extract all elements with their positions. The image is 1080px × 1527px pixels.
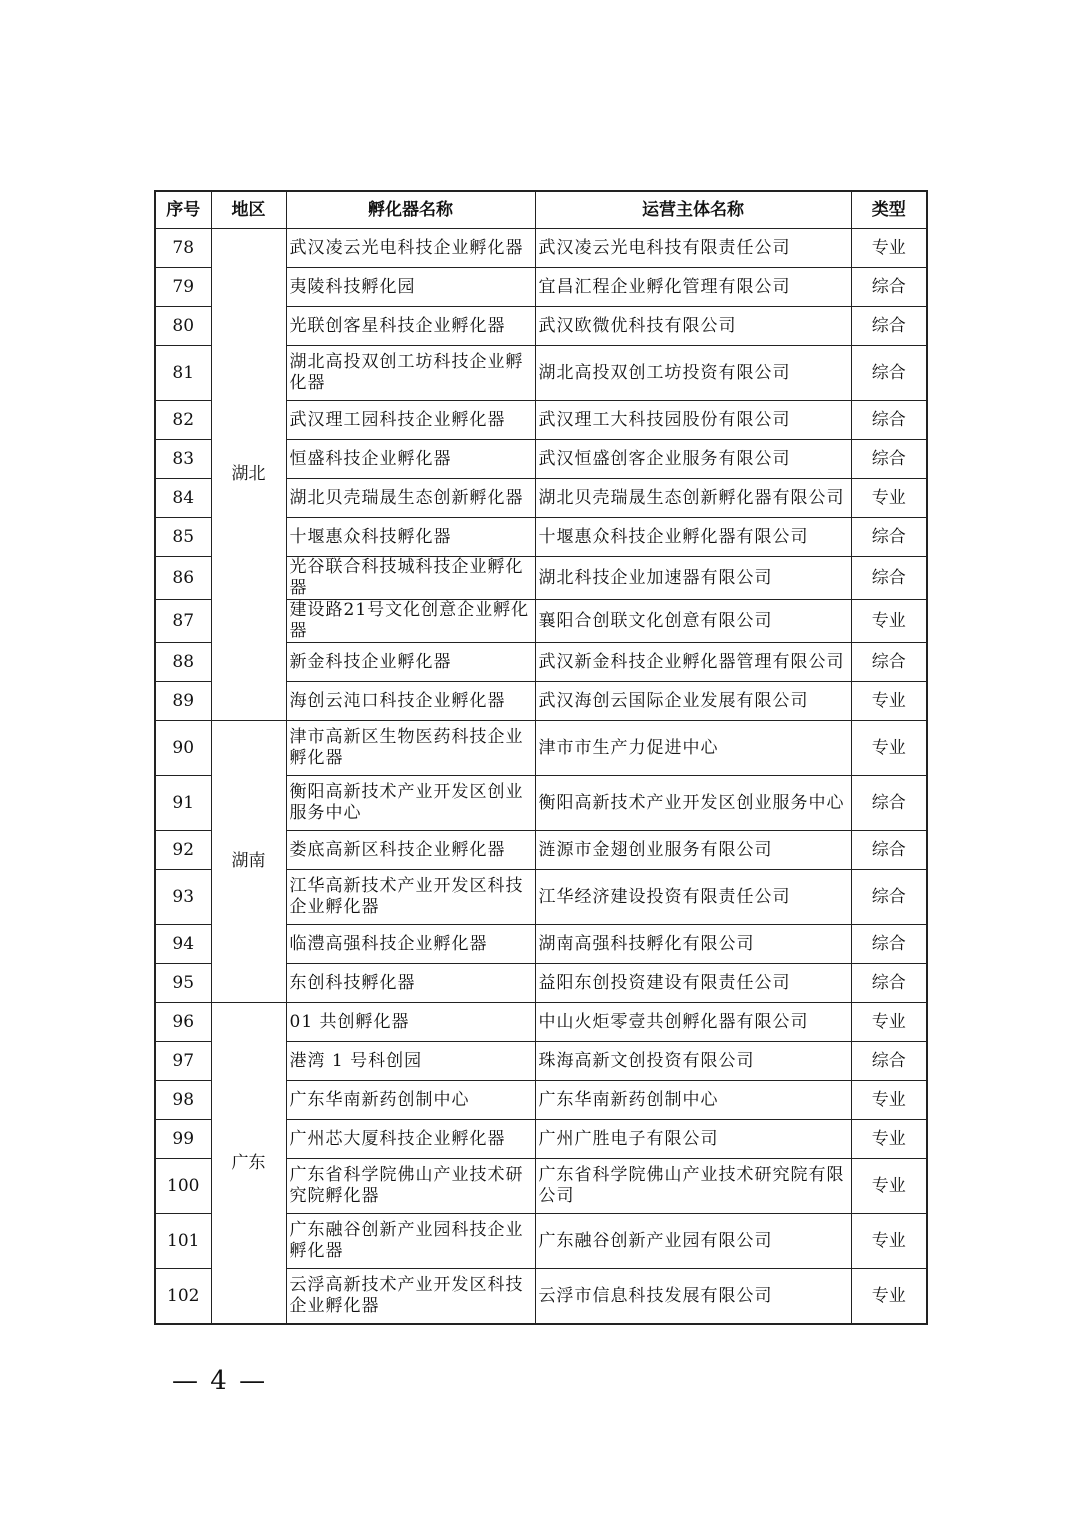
cell-operator-name: 武汉恒盛创客企业服务有限公司 (535, 440, 851, 479)
cell-number: 88 (155, 643, 211, 682)
cell-incubator-name: 东创科技孵化器 (286, 964, 535, 1003)
cell-operator-name: 津市市生产力促进中心 (535, 721, 851, 776)
cell-operator-name: 武汉新金科技企业孵化器管理有限公司 (535, 643, 851, 682)
cell-type: 专业 (851, 682, 927, 721)
cell-operator-name: 广州广胜电子有限公司 (535, 1120, 851, 1159)
cell-number: 101 (155, 1214, 211, 1269)
cell-incubator-name: 新金科技企业孵化器 (286, 643, 535, 682)
cell-operator-name: 湖南高强科技孵化有限公司 (535, 925, 851, 964)
cell-number: 81 (155, 346, 211, 401)
cell-operator-name: 宜昌汇程企业孵化管理有限公司 (535, 268, 851, 307)
cell-number: 89 (155, 682, 211, 721)
cell-incubator-name: 广东融谷创新产业园科技企业孵化器 (286, 1214, 535, 1269)
cell-incubator-name: 津市高新区生物医药科技企业孵化器 (286, 721, 535, 776)
cell-incubator-name: 广东华南新药创制中心 (286, 1081, 535, 1120)
cell-type: 专业 (851, 1120, 927, 1159)
cell-type: 综合 (851, 346, 927, 401)
cell-type: 专业 (851, 1214, 927, 1269)
cell-operator-name: 云浮市信息科技发展有限公司 (535, 1269, 851, 1325)
cell-operator-name: 湖北科技企业加速器有限公司 (535, 557, 851, 600)
cell-incubator-name: 建设路21号文化创意企业孵化器 (286, 600, 535, 643)
cell-number: 92 (155, 831, 211, 870)
cell-incubator-name: 湖北高投双创工坊科技企业孵化器 (286, 346, 535, 401)
cell-region: 广东 (211, 1003, 286, 1325)
cell-operator-name: 襄阳合创联文化创意有限公司 (535, 600, 851, 643)
cell-number: 91 (155, 776, 211, 831)
cell-number: 86 (155, 557, 211, 600)
cell-number: 99 (155, 1120, 211, 1159)
cell-incubator-name: 光谷联合科技城科技企业孵化器 (286, 557, 535, 600)
header-operator-name: 运营主体名称 (535, 191, 851, 229)
cell-type: 专业 (851, 1269, 927, 1325)
cell-incubator-name: 恒盛科技企业孵化器 (286, 440, 535, 479)
cell-number: 96 (155, 1003, 211, 1042)
table-header-row (155, 191, 927, 229)
cell-type: 专业 (851, 721, 927, 776)
cell-operator-name: 武汉欧微优科技有限公司 (535, 307, 851, 346)
cell-type: 综合 (851, 776, 927, 831)
cell-incubator-name: 云浮高新技术产业开发区科技企业孵化器 (286, 1269, 535, 1325)
incubator-table (154, 190, 928, 1325)
cell-number: 98 (155, 1081, 211, 1120)
cell-type: 综合 (851, 401, 927, 440)
cell-region: 湖南 (211, 721, 286, 1003)
cell-operator-name: 武汉海创云国际企业发展有限公司 (535, 682, 851, 721)
cell-type: 专业 (851, 600, 927, 643)
page-number: — 4 — (172, 1366, 268, 1396)
header-type: 类型 (851, 191, 927, 229)
header-region: 地区 (211, 191, 286, 229)
cell-type: 专业 (851, 1003, 927, 1042)
cell-operator-name: 广东融谷创新产业园有限公司 (535, 1214, 851, 1269)
cell-number: 90 (155, 721, 211, 776)
cell-incubator-name: 武汉凌云光电科技企业孵化器 (286, 229, 535, 268)
table-row (155, 1003, 927, 1042)
cell-operator-name: 广东省科学院佛山产业技术研究院有限公司 (535, 1159, 851, 1214)
cell-incubator-name: 广东省科学院佛山产业技术研究院孵化器 (286, 1159, 535, 1214)
cell-incubator-name: 十堰惠众科技孵化器 (286, 518, 535, 557)
cell-incubator-name: 01 共创孵化器 (286, 1003, 535, 1042)
cell-operator-name: 益阳东创投资建设有限责任公司 (535, 964, 851, 1003)
cell-type: 综合 (851, 870, 927, 925)
cell-number: 97 (155, 1042, 211, 1081)
cell-incubator-name: 海创云沌口科技企业孵化器 (286, 682, 535, 721)
cell-type: 综合 (851, 831, 927, 870)
cell-incubator-name: 武汉理工园科技企业孵化器 (286, 401, 535, 440)
cell-incubator-name: 广州芯大厦科技企业孵化器 (286, 1120, 535, 1159)
cell-type: 综合 (851, 440, 927, 479)
cell-incubator-name: 娄底高新区科技企业孵化器 (286, 831, 535, 870)
cell-incubator-name: 江华高新技术产业开发区科技企业孵化器 (286, 870, 535, 925)
cell-incubator-name: 临澧高强科技企业孵化器 (286, 925, 535, 964)
cell-type: 专业 (851, 479, 927, 518)
header-number: 序号 (155, 191, 211, 229)
cell-number: 87 (155, 600, 211, 643)
cell-incubator-name: 光联创客星科技企业孵化器 (286, 307, 535, 346)
cell-number: 102 (155, 1269, 211, 1325)
cell-region: 湖北 (211, 229, 286, 721)
cell-operator-name: 湖北高投双创工坊投资有限公司 (535, 346, 851, 401)
cell-type: 专业 (851, 1081, 927, 1120)
cell-incubator-name: 衡阳高新技术产业开发区创业服务中心 (286, 776, 535, 831)
cell-type: 综合 (851, 643, 927, 682)
cell-number: 94 (155, 925, 211, 964)
cell-type: 综合 (851, 307, 927, 346)
cell-number: 79 (155, 268, 211, 307)
cell-operator-name: 武汉理工大科技园股份有限公司 (535, 401, 851, 440)
cell-operator-name: 衡阳高新技术产业开发区创业服务中心 (535, 776, 851, 831)
cell-operator-name: 十堰惠众科技企业孵化器有限公司 (535, 518, 851, 557)
cell-type: 综合 (851, 518, 927, 557)
cell-operator-name: 广东华南新药创制中心 (535, 1081, 851, 1120)
cell-number: 93 (155, 870, 211, 925)
cell-number: 78 (155, 229, 211, 268)
cell-type: 综合 (851, 557, 927, 600)
table-row (155, 721, 927, 776)
cell-type: 专业 (851, 1159, 927, 1214)
cell-operator-name: 中山火炬零壹共创孵化器有限公司 (535, 1003, 851, 1042)
cell-incubator-name: 夷陵科技孵化园 (286, 268, 535, 307)
cell-operator-name: 江华经济建设投资有限责任公司 (535, 870, 851, 925)
cell-type: 综合 (851, 1042, 927, 1081)
table-body (155, 229, 927, 1325)
cell-number: 83 (155, 440, 211, 479)
cell-number: 95 (155, 964, 211, 1003)
cell-number: 100 (155, 1159, 211, 1214)
cell-operator-name: 湖北贝壳瑞晟生态创新孵化器有限公司 (535, 479, 851, 518)
cell-type: 综合 (851, 964, 927, 1003)
cell-number: 82 (155, 401, 211, 440)
cell-operator-name: 涟源市金翅创业服务有限公司 (535, 831, 851, 870)
cell-number: 85 (155, 518, 211, 557)
cell-type: 综合 (851, 268, 927, 307)
cell-operator-name: 武汉凌云光电科技有限责任公司 (535, 229, 851, 268)
header-incubator-name: 孵化器名称 (286, 191, 535, 229)
cell-type: 综合 (851, 925, 927, 964)
cell-type: 专业 (851, 229, 927, 268)
cell-incubator-name: 湖北贝壳瑞晟生态创新孵化器 (286, 479, 535, 518)
cell-number: 80 (155, 307, 211, 346)
cell-operator-name: 珠海高新文创投资有限公司 (535, 1042, 851, 1081)
cell-number: 84 (155, 479, 211, 518)
cell-incubator-name: 港湾 1 号科创园 (286, 1042, 535, 1081)
table-row (155, 229, 927, 268)
